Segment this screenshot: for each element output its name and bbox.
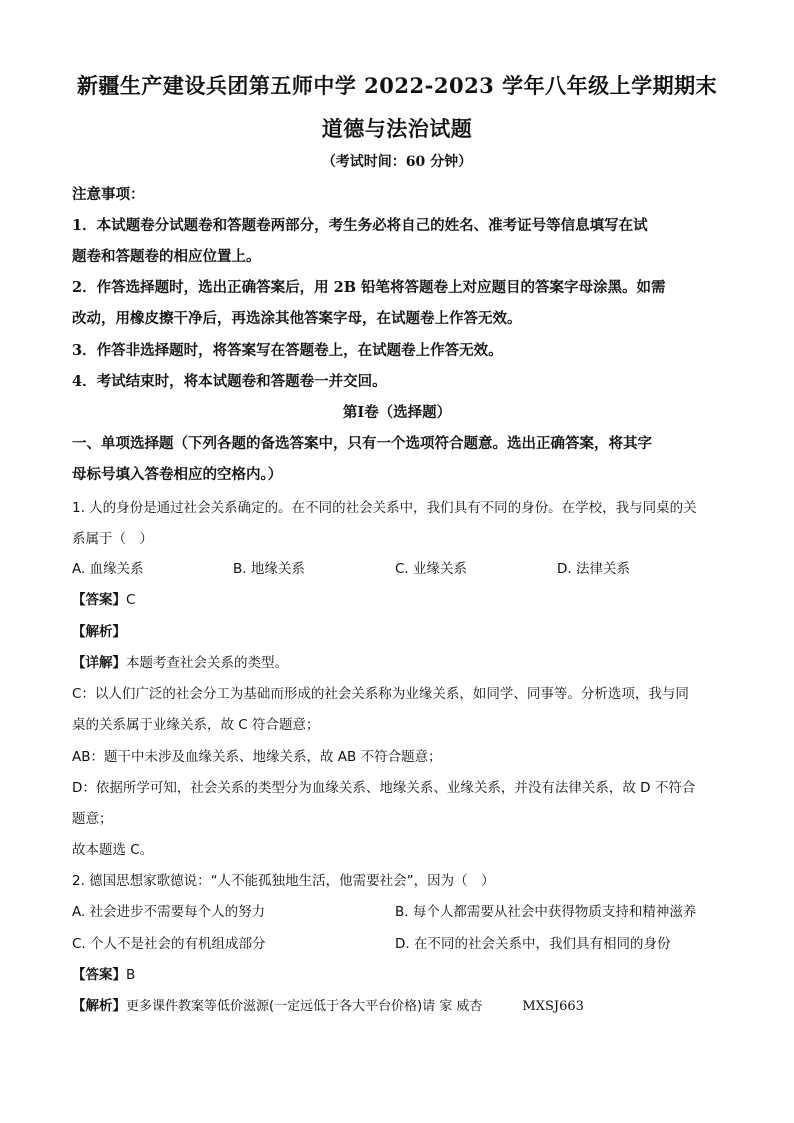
notes-line: 3．作答非选择题时，将答案写在答题卷上，在试题卷上作答无效。 [72, 342, 503, 359]
promo-code: MXSJ663 [522, 999, 584, 1014]
question-2-answer [72, 963, 135, 983]
question-1-option-c: C. 业缘关系 [395, 561, 468, 577]
question-1-answer [72, 588, 135, 608]
question-1-stem: 1. 人的身份是通过社会关系确定的。在不同的社会关系中，我们具有不同的身份。在学校，我与同桌的关 [72, 500, 697, 516]
question-2-option-c: C. 个人不是社会的有机组成部分 [72, 936, 266, 952]
exam-title-line2: 道德与法治试题 [321, 116, 473, 141]
section-instruction: 一、单项选择题（下列各题的备选答案中，只有一个选项符合题意。选出正确答案，将其字 [72, 435, 652, 452]
question-1-option-b: B. 地缘关系 [233, 561, 305, 577]
question-2-option-b: B. 每个人都需要从社会中获得物质支持和精神滋养 [395, 904, 697, 920]
question-2-option-a: A. 社会进步不需要每个人的努力 [72, 904, 266, 920]
question-1-explain-line: D：依据所学可知，社会关系的类型分为血缘关系、地缘关系、业缘关系，并没有法律关系，故 D 不符合 [72, 780, 696, 796]
notes-line: 4．考试结束时，将本试题卷和答题卷一并交回。 [72, 373, 387, 390]
question-2-stem: 2. 德国思想家歌德说：“人不能孤独地生活，他需要社会”，因为（ ） [72, 873, 495, 889]
detail-text: 本题考查社会关系的类型。 [126, 655, 288, 671]
question-1-analysis-tag [72, 620, 126, 640]
notes-line: 改动，用橡皮擦干净后，再选涂其他答案字母，在试题卷上作答无效。 [72, 310, 522, 327]
notes-line: 2．作答选择题时，选出正确答案后，用 2B 铅笔将答题卷上对应题目的答案字母涂黑。如需 [72, 279, 666, 296]
analysis-tag: 【解析】 [72, 624, 126, 640]
detail-tag: 【详解】 [72, 655, 126, 671]
question-1-explain-line: 故本题选 C。 [72, 842, 154, 858]
question-2-option-d: D. 在不同的社会关系中，我们具有相同的身份 [395, 936, 671, 952]
question-1-explain-line: C：以人们广泛的社会分工为基础而形成的社会关系称为业缘关系，如同学、同事等。分析选项，我与同 [72, 686, 689, 702]
question-1-option-a: A. 血缘关系 [72, 561, 144, 577]
exam-time: （考试时间：60 分钟） [321, 154, 473, 170]
exam-title-line1: 新疆生产建设兵团第五师中学 2022-2023 学年八年级上学期期末 [76, 73, 718, 98]
answer-value: C [126, 592, 136, 608]
question-1-stem: 系属于（ ） [72, 531, 153, 547]
notes-heading: 注意事项： [72, 186, 145, 203]
question-1-explain-line: 题意； [72, 811, 113, 827]
answer-tag: 【答案】 [72, 592, 126, 608]
analysis-tag: 【解析】 [72, 998, 126, 1014]
question-1-option-d: D. 法律关系 [557, 561, 630, 577]
question-2-analysis [72, 994, 584, 1014]
question-1-explain-line: AB：题干中未涉及血缘关系、地缘关系，故 AB 不符合题意； [72, 749, 442, 765]
promo-text: 更多课件教案等低价滋源(一定远低于各大平台价格)请 家 威杏 [126, 999, 483, 1014]
section-instruction: 母标号填入答卷相应的空格内。） [72, 466, 283, 483]
answer-value: B [126, 967, 136, 983]
question-1-detail [72, 651, 288, 671]
answer-tag: 【答案】 [72, 967, 126, 983]
notes-line: 1．本试题卷分试题卷和答题卷两部分，考生务必将自己的姓名、准考证号等信息填写在试 [72, 217, 648, 234]
part-title: 第Ⅰ卷（选择题） [342, 404, 452, 421]
question-1-explain-line: 桌的关系属于业缘关系，故 C 符合题意； [72, 717, 320, 733]
notes-line: 题卷和答题卷的相应位置上。 [72, 248, 261, 265]
